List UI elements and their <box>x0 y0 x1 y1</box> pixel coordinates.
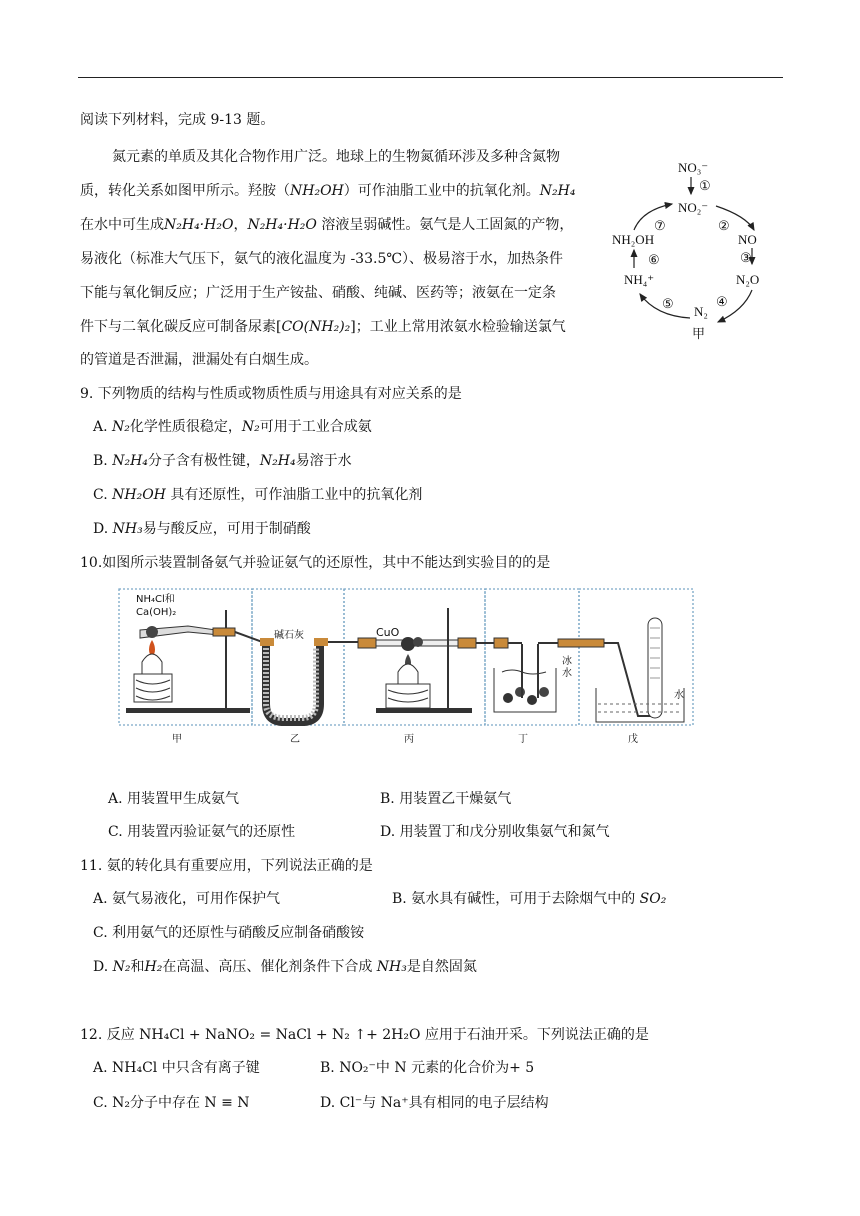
unit-ding-beaker <box>494 638 608 712</box>
q12-option-b: B. NO₂⁻中 N 元素的化合价为+ 5 <box>320 1060 535 1076</box>
step-1-label: ① <box>699 178 711 193</box>
formula: SO₂ <box>639 891 667 907</box>
formula: CO(NH₂)₂ <box>281 319 351 335</box>
passage-line: 质，转化关系如图甲所示。羟胺（NH₂OH）可作油脂工业中的抗氧化剂。N₂H₄ <box>80 183 576 199</box>
q9-option-a: A. N₂化学性质很稳定，N₂可用于工业合成氨 <box>93 419 372 435</box>
step-6-label: ⑥ <box>648 252 660 267</box>
formula: N₂H₄ <box>112 453 148 469</box>
passage-line: 件下与二氧化碳反应可制备尿素[CO(NH₂)₂]；工业上常用浓氨水检验输送氯气 <box>80 319 566 335</box>
q9-option-d: D. NH₃易与酸反应，可用于制硝酸 <box>93 521 311 537</box>
step-3-label: ③ <box>740 250 752 265</box>
passage-line: 下能与氧化铜反应；广泛用于生产铵盐、硝酸、纯碱、医药等；液氨在一定条 <box>80 285 556 301</box>
q11-option-b: B. 氨水具有碱性，可用于去除烟气中的 SO₂ <box>392 891 667 907</box>
intro-line: 阅读下列材料，完成 9-13 题。 <box>80 112 275 128</box>
passage-line: 的管道是否泄漏，泄漏处有白烟生成。 <box>80 352 318 368</box>
species-no2: NO₂⁻ <box>678 200 709 215</box>
ice-label-2: 水 <box>562 668 572 679</box>
q12-stem: 12. 反应 NH₄Cl + NaNO₂ = NaCl + N₂ ↑+ 2H₂O 应用于石油开采。下列说法正确的是 <box>80 1027 649 1043</box>
formula: NH₃ <box>112 521 143 537</box>
apparatus-figure <box>118 588 696 746</box>
cuo-label: CuO <box>376 626 400 639</box>
species-n2: N₂ <box>694 304 708 319</box>
formula: N₂H₄ <box>539 183 576 199</box>
q10-option-d: D. 用装置丁和戊分别收集氨气和氮气 <box>380 824 610 840</box>
unit-label-yi: 乙 <box>290 734 300 745</box>
q10-option-c: C. 用装置丙验证氨气的还原性 <box>108 824 296 840</box>
q11-option-c: C. 利用氨气的还原性与硝酸反应制备硝酸铵 <box>93 925 365 941</box>
formula: NH₂OH <box>112 487 166 503</box>
formula: N₂ <box>241 419 260 435</box>
formula: N₂ <box>112 419 130 435</box>
unit-label-ding: 丁 <box>518 734 528 745</box>
formula: H₂ <box>144 959 163 975</box>
q10-option-a: A. 用装置甲生成氨气 <box>108 791 240 807</box>
step-5-label: ⑤ <box>662 296 674 311</box>
figure-caption: 甲 <box>692 326 706 341</box>
passage-line: 易液化（标准大气压下，氨气的液化温度为 -33.5℃）、极易溶于水，加热条件 <box>80 251 564 267</box>
unit-jia-apparatus <box>126 610 268 713</box>
formula: N₂H₄·H₂O <box>164 217 234 233</box>
soda-lime-label: 碱石灰 <box>274 630 304 641</box>
reagent-label-2: Ca(OH)₂ <box>136 607 177 618</box>
q10-stem: 10.如图所示装置制备氨气并验证氨气的还原性，其中不能达到实验目的的是 <box>80 555 551 571</box>
q10-option-b: B. 用装置乙干燥氨气 <box>380 791 512 807</box>
step-2-label: ② <box>718 218 730 233</box>
nitrogen-cycle-diagram <box>606 150 786 350</box>
species-nh4: NH₄⁺ <box>624 272 655 287</box>
formula: N₂H₄·H₂O <box>247 217 317 233</box>
q9-option-b: B. N₂H₄分子含有极性键，N₂H₄易溶于水 <box>93 453 352 469</box>
reagent-label-1: NH₄Cl和 <box>136 594 175 605</box>
unit-label-jia: 甲 <box>172 734 182 745</box>
unit-yi-u-tube <box>260 638 358 722</box>
ice-label-1: 冰 <box>562 656 572 667</box>
q12-option-d: D. Cl⁻与 Na⁺具有相同的电子层结构 <box>320 1095 549 1111</box>
formula: N₂H₄ <box>259 453 296 469</box>
q12-option-a: A. NH₄Cl 中只含有离子键 <box>93 1060 260 1076</box>
species-n2o: N₂O <box>736 272 760 287</box>
unit-bing-apparatus <box>358 608 494 713</box>
step-7-label: ⑦ <box>654 218 666 233</box>
q11-option-a: A. 氨气易液化，可用作保护气 <box>93 891 281 907</box>
water-label: 水 <box>674 690 684 701</box>
formula: NH₃ <box>376 959 407 975</box>
header-rule <box>78 77 783 78</box>
passage-line: 在水中可生成N₂H₄·H₂O，N₂H₄·H₂O 溶液呈弱碱性。氨气是人工固氮的产物， <box>80 217 574 233</box>
unit-wu-trough <box>596 618 684 722</box>
step-4-label: ④ <box>716 294 728 309</box>
species-no: NO <box>738 232 757 247</box>
q12-option-c: C. N₂分子中存在 N ≡ N <box>93 1095 250 1111</box>
q9-option-c: C. NH₂OH 具有还原性，可作油脂工业中的抗氧化剂 <box>93 487 423 503</box>
formula: N₂ <box>112 959 131 975</box>
unit-label-wu: 戊 <box>628 734 638 745</box>
q11-option-d: D. N₂和H₂在高温、高压、催化剂条件下合成 NH₃是自然固氮 <box>93 959 477 975</box>
arrow-step-7 <box>634 204 672 230</box>
formula: NH₂OH <box>290 183 344 199</box>
q9-stem: 9. 下列物质的结构与性质或物质性质与用途具有对应关系的是 <box>80 386 462 402</box>
species-nh2oh: NH₂OH <box>612 232 655 247</box>
passage-line: 氮元素的单质及其化合物作用广泛。地球上的生物氮循环涉及多种含氮物 <box>112 149 560 165</box>
species-no3: NO₃⁻ <box>678 160 709 175</box>
unit-label-bing: 丙 <box>404 734 414 745</box>
q11-stem: 11. 氨的转化具有重要应用，下列说法正确的是 <box>80 858 373 874</box>
